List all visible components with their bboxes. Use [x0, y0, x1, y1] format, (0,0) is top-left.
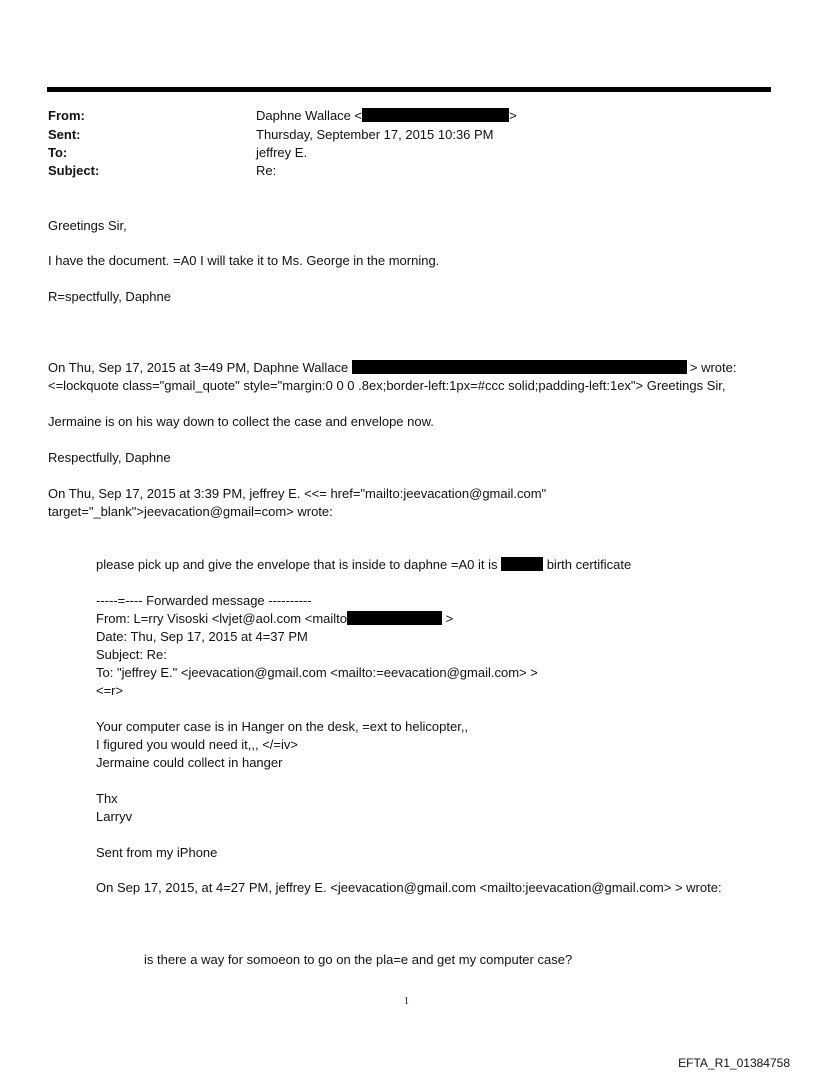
forwarded-header: -----=---- Forwarded message ---------- [96, 593, 312, 608]
body-line [96, 557, 631, 572]
body-line: I figured you would need it,,, </=iv> [96, 737, 298, 752]
body-line: Jermaine could collect in hanger [96, 755, 283, 770]
subject-label: Subject: [48, 163, 100, 178]
redaction [352, 360, 687, 374]
header-rule [47, 87, 771, 92]
body-line: Your computer case is in Hanger on the desk, =ext to helicopter,, [96, 719, 469, 734]
quote-header-2: On Thu, Sep 17, 2015 at 3:39 PM, jeffrey E. <<= href="mailto:jeevacation@gmail.com" [48, 486, 547, 501]
sent-label: Sent: [48, 127, 81, 142]
to-label: To: [48, 145, 68, 160]
forwarded-subject: Subject: Re: [96, 647, 167, 662]
forwarded-to: To: "jeffrey E." <jeevacation@gmail.com <mailto:=eevacation@gmail.com> > [96, 665, 538, 680]
thanks: Thx [96, 791, 118, 806]
body-line: Jermaine is on his way down to collect the case and envelope now. [48, 414, 434, 429]
page-number: 1 [404, 996, 409, 1007]
forwarded-br: <=r> [96, 683, 124, 698]
quote-header-3: On Sep 17, 2015, at 4=27 PM, jeffrey E. <jeevacation@gmail.com <mailto:jeevacation@gmail.com> > wrote: [96, 880, 722, 895]
to-value: jeffrey E. [256, 145, 308, 160]
signoff: Respectfully, Daphne [48, 450, 171, 465]
from-name: Daphne Wallace < [256, 108, 363, 123]
redaction [501, 557, 543, 571]
quote-header-1 [48, 360, 737, 375]
body-line: I have the document. =A0 I will take it to Ms. George in the morning. [48, 253, 440, 268]
signature: Larryv [96, 809, 133, 824]
question: is there a way for somoeon to go on the pla=e and get my computer case? [144, 952, 573, 967]
forwarded-from-text: From: L=rry Visoski <lvjet@aol.com <mailto [96, 611, 348, 626]
sent-from: Sent from my iPhone [96, 845, 218, 860]
signoff: R=spectfully, Daphne [48, 289, 171, 304]
redaction [362, 108, 509, 122]
from-value [256, 108, 517, 123]
quote-header-wrote: > wrote: [689, 360, 737, 375]
bates-number: EFTA_R1_01384758 [678, 1056, 790, 1070]
quote-header-2-cont: target="_blank">jeevacation@gmail=com> wrote: [48, 504, 333, 519]
from-close: > [509, 108, 517, 123]
forwarded-from-close: > [442, 611, 454, 626]
from-label: From: [48, 108, 85, 123]
pickup-text: please pick up and give the envelope that is inside to daphne =A0 it is [96, 557, 502, 572]
forwarded-from [96, 611, 453, 626]
subject-value: Re: [256, 163, 277, 178]
quote-header-text: On Thu, Sep 17, 2015 at 3=49 PM, Daphne Wallace [48, 360, 352, 375]
forwarded-date: Date: Thu, Sep 17, 2015 at 4=37 PM [96, 629, 308, 644]
blockquote-markup: <=lockquote class="gmail_quote" style="margin:0 0 0 .8ex;border-left:1px=#ccc solid;padding-left:1ex"> Greetings Sir, [48, 378, 726, 393]
sent-value: Thursday, September 17, 2015 10:36 PM [256, 127, 494, 142]
redaction [347, 611, 442, 625]
greeting: Greetings Sir, [48, 218, 127, 233]
pickup-text-end: birth certificate [543, 557, 632, 572]
